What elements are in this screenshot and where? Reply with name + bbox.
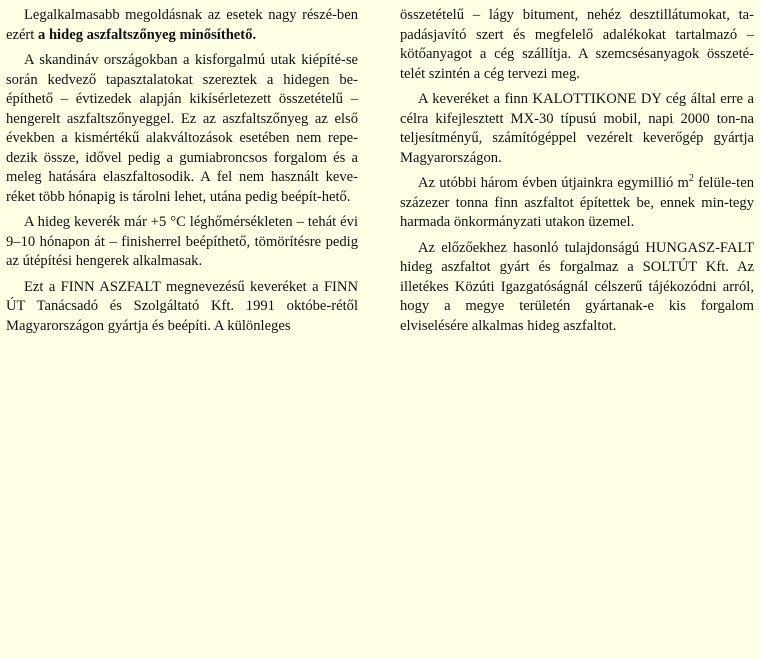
paragraph-hungaszfalt: Az előzőekhez hasonló tulajdonságú HUNGASZ-FALT hideg aszfaltot gyárt és forgalmaz a SOLTÚT Kft. Az illetékes Közúti Igazgatóságnál célszerű tájékozódni arról, hogy a megye területén gyártanak-e kis forgalom elviselésére alkalmas hideg aszfaltot. — [400, 239, 754, 334]
paragraph-statistics-text-a: Az utóbbi három évben útjainkra egymillió m — [418, 175, 689, 191]
paragraph-statistics-text-b: felüle-ten százezer tonna finn aszfaltot építettek be, ennek min-tegy harmada önkormányzati utakon üzemel. — [400, 175, 754, 230]
paragraph-temperature: A hideg keverék már +5 °C léghőmérsékleten – tehát évi 9–10 hónapon át – finisherrel beépíthető, tömörítésre pedig az útépítési hengerek alkalmasak. — [6, 214, 358, 269]
paragraph-statistics — [400, 174, 754, 233]
paragraph-binder: összetételű – lágy bitument, nehéz desztillátumokat, ta-padásjavító szert és megfelelő adalékokat tartalmazó – kötőanyagot a cég szállítja. A szemcsésanyagok összeté-telét szintén a cég tervezi meg. — [400, 7, 754, 82]
paragraph-scandinavia: A skandináv országokban a kisforgalmú utak kiépíté-se során kedvező tapasztalatokat szereztek a hidegen be-építhető – évtizedek alapján kikísérletezett összetételű – hengerelt aszfaltszőnyeggel. Ez az aszfaltszőnyeg az első években a kismértékű alakváltozások esetében nem repe-dezik össze, idővel pedig a gumiabroncsos forgalom és a meleg hatására elaszfaltosodik. A fel nem használt keve-réket több hónapig is tárolni lehet, utána pedig beépít-hető. — [6, 52, 358, 205]
paragraph-intro — [6, 6, 358, 45]
right-column — [400, 6, 754, 342]
paragraph-mixer: A keveréket a finn KALOTTIKONE DY cég által erre a célra kifejlesztett MX-30 típusú mobil, napi 2000 ton-na teljesítményű, számítógéppel vezérelt keverőgép gyártja Magyarországon. — [400, 91, 754, 166]
paragraph-intro-text: Legalkalmasabb megoldásnak az esetek nagy részé-ben ezért — [6, 7, 358, 43]
bold-highlight: a hideg aszfaltszőnyeg minősíthető. — [38, 26, 257, 43]
paragraph-finn-aszfalt: Ezt a FINN ASZFALT megnevezésű keveréket a FINN ÚT Tanácsadó és Szolgáltató Kft. 1991 októbe-rétől Magyarországon gyártja és beépíti. A különleges — [6, 278, 358, 334]
superscript-2: 2 — [688, 173, 694, 185]
left-column — [6, 6, 358, 342]
